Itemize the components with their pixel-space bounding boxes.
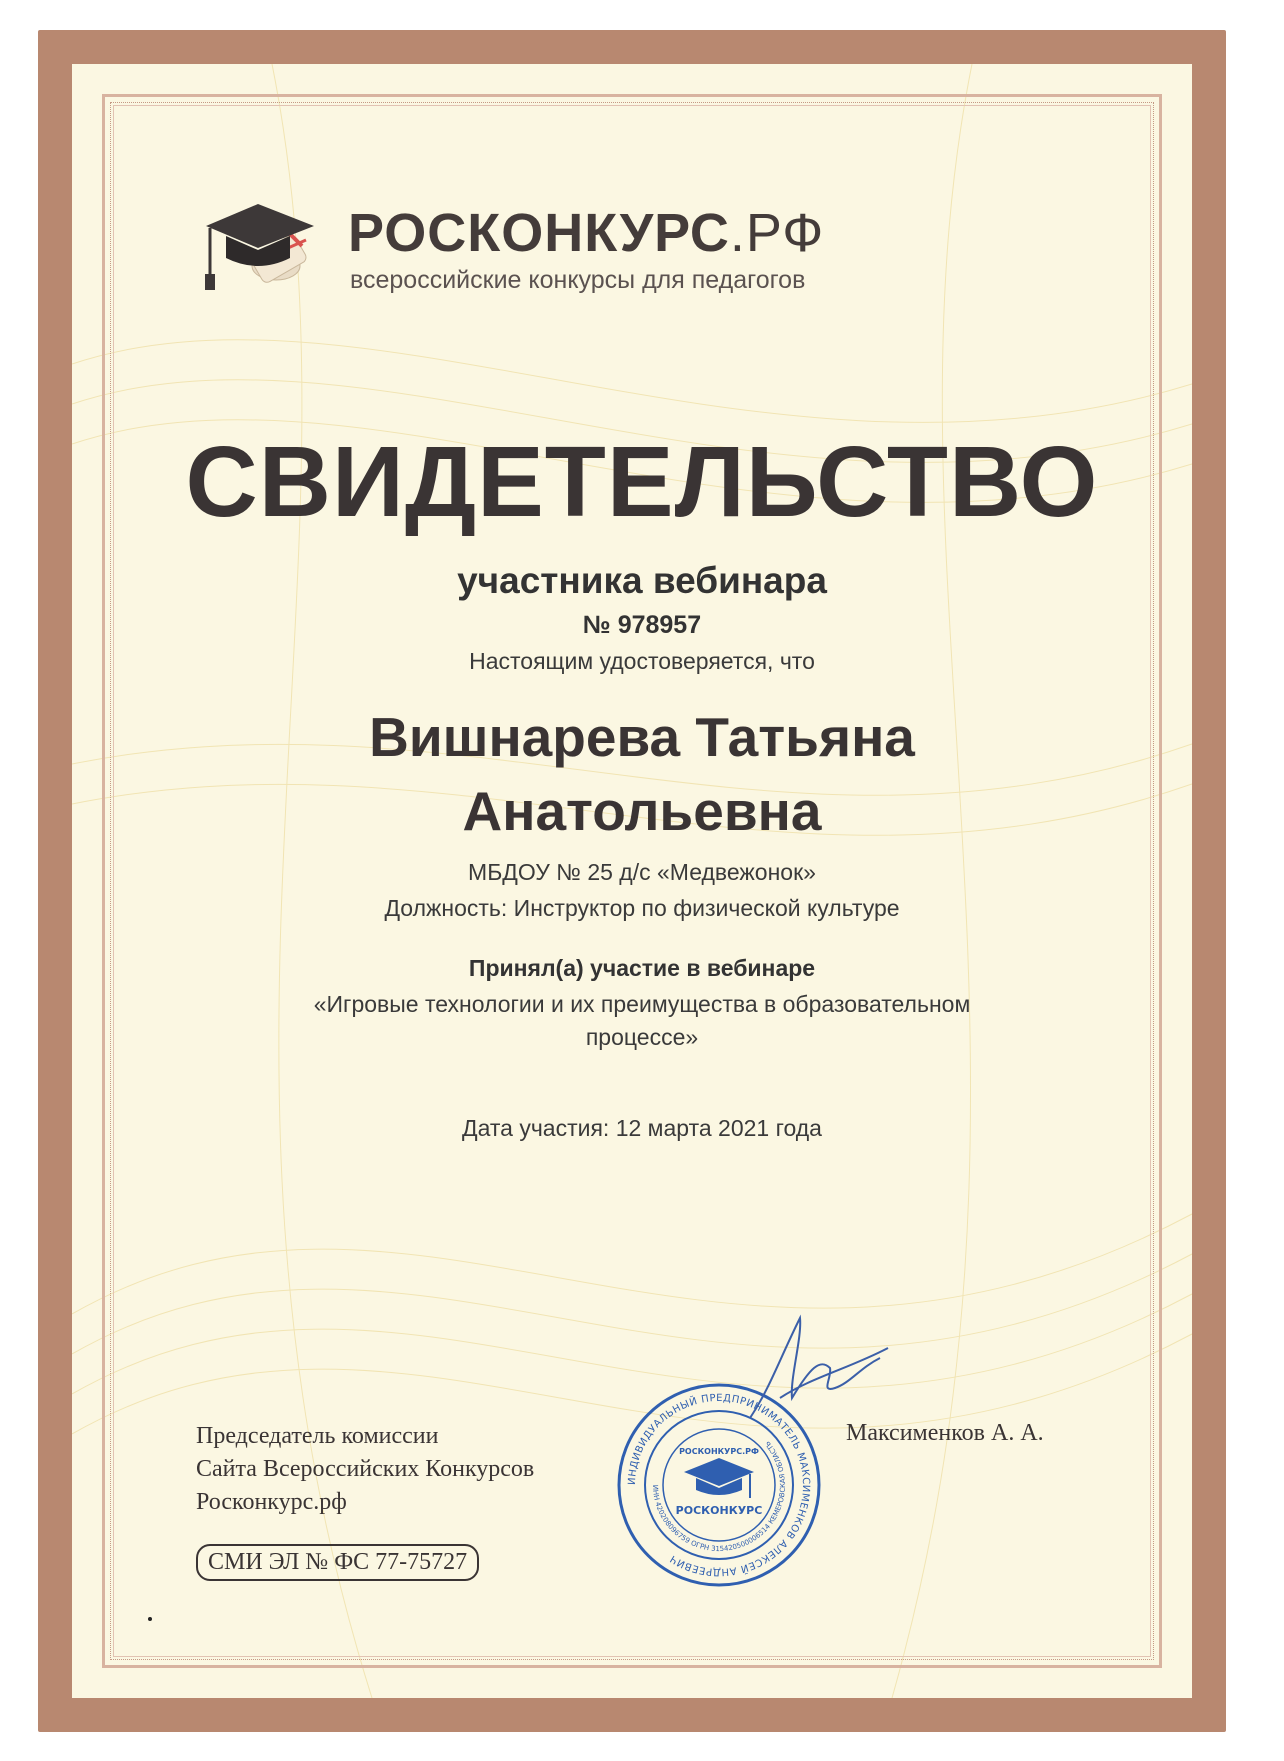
participation-date: Дата участия: 12 марта 2021 года xyxy=(462,1115,822,1141)
stamp-cap-icon xyxy=(684,1458,754,1498)
certify-text: Настоящим удостоверяется, что xyxy=(469,648,815,674)
chair-line2: Сайта Всероссийских Конкурсов xyxy=(196,1456,535,1482)
stamp-center-text: РОСКОНКУРС xyxy=(675,1504,763,1517)
webinar-title xyxy=(0,988,1284,1054)
stamp-top-text: РОСКОНКУРС.РФ xyxy=(679,1447,759,1456)
logo-title-main: РОСКОНКУРС xyxy=(348,203,730,263)
stamp-ring-text: ИНДИВИДУАЛЬНЫЙ ПРЕДПРИНИМАТЕЛЬ МАКСИМЕНКОВ АЛЕКСЕЙ АНДРЕЕВИЧ xyxy=(626,1392,812,1578)
logo-title xyxy=(348,202,824,264)
document-subtitle: участника вебинара xyxy=(457,560,827,601)
logo-subtitle: всероссийские конкурсы для педагогов xyxy=(350,266,806,294)
logo xyxy=(196,196,876,306)
chair-block xyxy=(196,1420,534,1519)
position: Должность: Инструктор по физической культуре xyxy=(384,895,900,921)
signer-name: Максименков А. А. xyxy=(846,1420,1044,1446)
person-name xyxy=(0,700,1284,848)
person-name-line1: Вишнарева Татьяна xyxy=(369,706,915,768)
stamp-inner-ring-text: ИНН 420208096759 ОГРН 315420500006514 КЕМЕРОВСКАЯ ОБЛАСТЬ xyxy=(650,1439,788,1554)
document-title: СВИДЕТЕЛЬСТВО xyxy=(185,426,1099,538)
logo-title-suffix: .РФ xyxy=(729,203,825,263)
participation-heading: Принял(а) участие в вебинаре xyxy=(468,955,816,981)
chair-line3: Росконкурс.рф xyxy=(196,1489,347,1515)
certificate-number: № 978957 xyxy=(582,611,702,639)
scan-speck xyxy=(148,1617,152,1621)
person-name-line2: Анатольевна xyxy=(462,780,822,842)
chair-line1: Председатель комиссии xyxy=(196,1423,439,1449)
webinar-title-text: «Игровые технологии и их преимущества в образовательном процессе» xyxy=(313,991,971,1050)
media-registration-badge: СМИ ЭЛ № ФС 77-75727 xyxy=(196,1544,479,1581)
organization: МБДОУ № 25 д/с «Медвежонок» xyxy=(468,859,816,885)
graduation-cap-icon xyxy=(196,196,336,306)
signature xyxy=(740,1298,890,1428)
